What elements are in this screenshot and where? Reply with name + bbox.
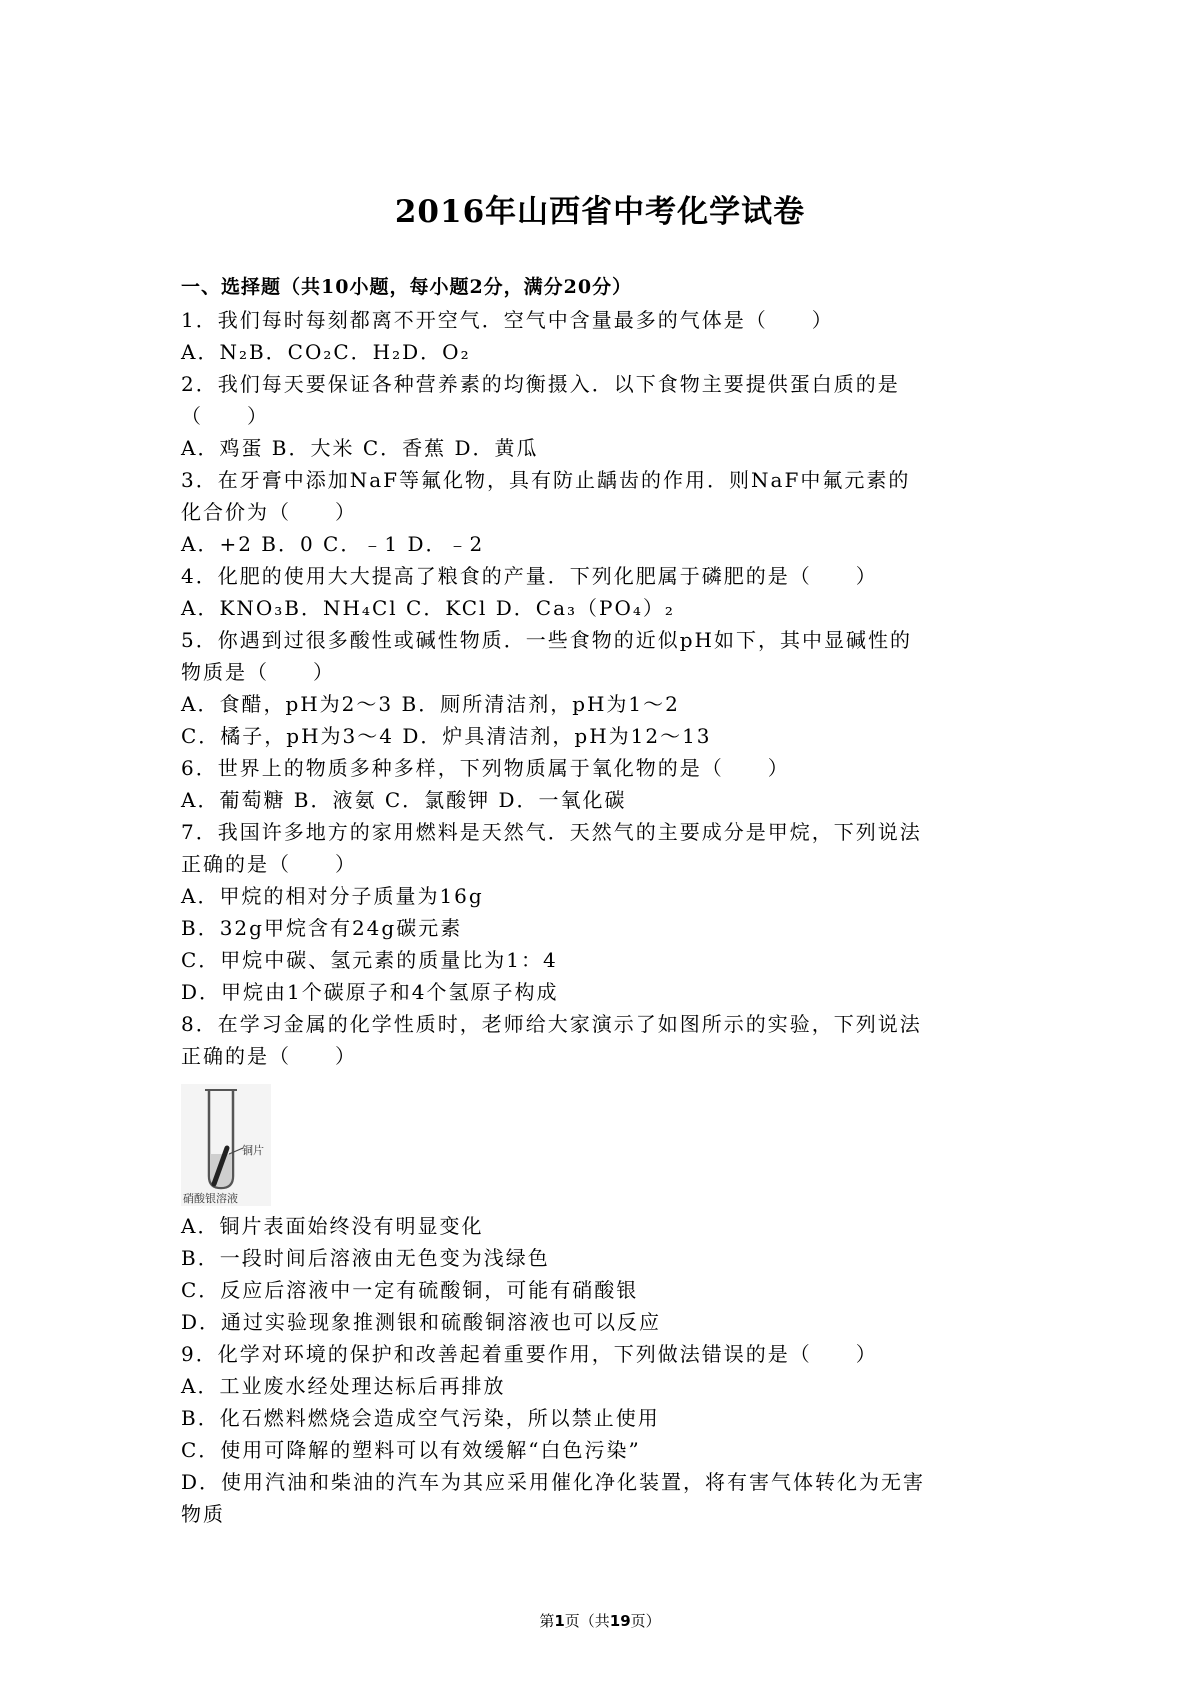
text-line: B．化石燃料燃烧会造成空气污染，所以禁止使用 — [181, 1406, 660, 1430]
text-line: A．KNO₃B．NH₄Cl C．KCl D．Ca₃（PO₄）₂ — [181, 596, 675, 620]
footer-middle: 页（共 — [564, 1612, 610, 1630]
solution-label: 硝酸银溶液 — [183, 1192, 238, 1205]
text-line: C．使用可降解的塑料可以有效缓解“白色污染” — [181, 1438, 641, 1462]
text-line: 9．化学对环境的保护和改善起着重要作用，下列做法错误的是（ ） — [181, 1342, 878, 1366]
text-line: 化合价为（ ） — [181, 500, 357, 524]
text-line: B．一段时间后溶液由无色变为浅绿色 — [181, 1246, 550, 1270]
text-line: D．通过实验现象推测银和硫酸铜溶液也可以反应 — [181, 1310, 662, 1334]
text-line: 5．你遇到过很多酸性或碱性物质．一些食物的近似pH如下，其中显碱性的 — [181, 628, 912, 652]
page-total: 19 — [609, 1612, 631, 1630]
text-line: D．甲烷由1个碳原子和4个氢原子构成 — [181, 980, 559, 1004]
section-heading: 一、选择题（共10小题，每小题2分，满分20分） — [181, 276, 633, 298]
text-line: A．葡萄糖 B．液氨 C．氯酸钾 D．一氧化碳 — [181, 788, 627, 812]
text-line: A．N₂B．CO₂C．H₂D．O₂ — [181, 340, 471, 364]
questions-block-1 — [181, 304, 1026, 1072]
page-footer — [0, 1610, 1200, 1631]
questions-block-2 — [181, 1210, 1026, 1530]
text-line: 8．在学习金属的化学性质时，老师给大家演示了如图所示的实验，下列说法 — [181, 1012, 922, 1036]
text-line: 2．我们每天要保证各种营养素的均衡摄入．以下食物主要提供蛋白质的是 — [181, 372, 900, 396]
text-line: 7．我国许多地方的家用燃料是天然气．天然气的主要成分是甲烷，下列说法 — [181, 820, 922, 844]
test-tube-figure — [181, 1072, 1026, 1210]
text-line: 4．化肥的使用大大提高了粮食的产量．下列化肥属于磷肥的是（ ） — [181, 564, 878, 588]
text-line: 1．我们每时每刻都离不开空气．空气中含量最多的气体是（ ） — [181, 308, 834, 332]
text-line: 物质 — [181, 1502, 225, 1526]
copper-label: 铜片 — [242, 1144, 264, 1157]
text-line: 物质是（ ） — [181, 660, 335, 684]
text-line: 3．在牙膏中添加NaF等氟化物，具有防止龋齿的作用．则NaF中氟元素的 — [181, 468, 911, 492]
text-line: A．+2 B．0 C．﹣1 D．﹣2 — [181, 532, 485, 556]
text-line: A．铜片表面始终没有明显变化 — [181, 1214, 484, 1238]
text-line: 6．世界上的物质多种多样，下列物质属于氧化物的是（ ） — [181, 756, 790, 780]
footer-suffix: 页） — [630, 1612, 661, 1630]
text-line: C．甲烷中碳、氢元素的质量比为1：4 — [181, 948, 558, 972]
text-line: A．食醋，pH为2～3 B．厕所清洁剂，pH为1～2 — [181, 692, 680, 716]
test-tube-illustration — [181, 1084, 271, 1206]
text-line: D．使用汽油和柴油的汽车为其应采用催化净化装置，将有害气体转化为无害 — [181, 1470, 926, 1494]
text-line: 正确的是（ ） — [181, 1044, 357, 1068]
page-title: 2016年山西省中考化学试卷 — [394, 194, 806, 230]
text-line: 正确的是（ ） — [181, 852, 357, 876]
text-line: A．工业废水经处理达标后再排放 — [181, 1374, 506, 1398]
question-content — [181, 304, 1026, 1530]
text-line: C．橘子，pH为3～4 D．炉具清洁剂，pH为12～13 — [181, 724, 712, 748]
text-line: A．鸡蛋 B．大米 C．香蕉 D．黄瓜 — [181, 436, 539, 460]
footer-prefix: 第 — [539, 1612, 555, 1630]
text-line: B．32g甲烷含有24g碳元素 — [181, 916, 463, 940]
page-number: 1 — [554, 1612, 565, 1630]
text-line: C．反应后溶液中一定有硫酸铜，可能有硝酸银 — [181, 1278, 639, 1302]
text-line: （ ） — [181, 404, 269, 428]
text-line: A．甲烷的相对分子质量为16g — [181, 884, 484, 908]
